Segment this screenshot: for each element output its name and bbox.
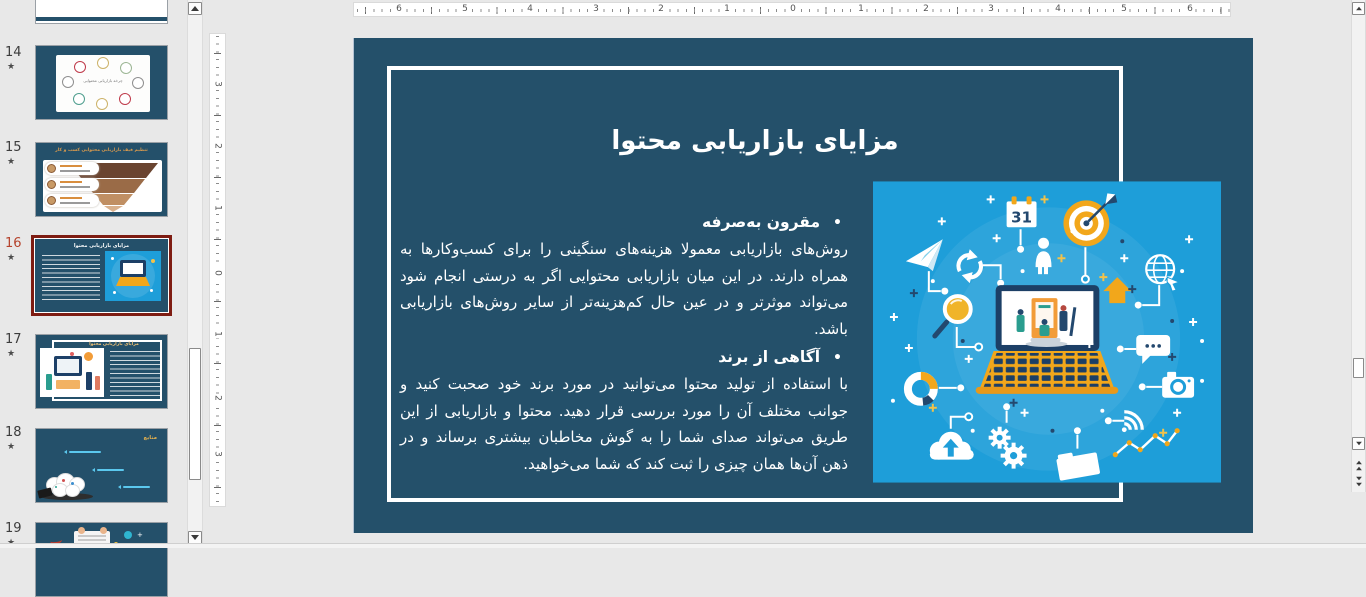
bullet-heading-1: •مقرون به‌صرفه [400,210,848,235]
funnel-panel [43,160,162,212]
slide-title[interactable]: مزایای بازاریابی محتوا [611,126,899,156]
slide-number-17: 17 [5,332,22,347]
cycle-diagram-panel [56,55,150,112]
main-scroll-up-button[interactable] [1352,2,1365,15]
bullet-paragraph-1: روش‌های بازاریابی معمولا هزینه‌های سنگینی را برای کسب‌وکارها به همراه دارند. در این میان بازاریابی محتوایی اگر به درستی انجام شود می‌تواند موثرتر و در عین حال کم‌هزینه‌تر از سایر روش‌های بازاریابی باشد. [400,240,848,338]
horizontal-ruler: 6 5 4 3 2 1 0 1 2 3 4 5 6 [353,2,1231,17]
thumb16-body-lines [42,255,100,301]
laptop-icon [976,285,1119,394]
thumb17-illustration [40,348,104,397]
slide-editing-area[interactable] [353,38,1253,533]
sidebar-scrollbar-thumb[interactable] [189,348,201,480]
bullet-marker: • [833,215,842,231]
thumb18-link-2 [92,468,124,472]
status-bar-strip [0,543,1366,548]
slide-number-16-selected: 16 [5,236,22,251]
slide-thumbnail-17[interactable] [35,334,168,409]
thumb19-dot [124,531,132,539]
animation-star-icon: ★ [7,157,16,167]
mini-footer-bar [36,17,167,21]
slide-thumbnail-partial[interactable] [35,0,168,24]
animation-star-icon: ★ [7,253,16,263]
thumb17-body-lines [110,351,162,397]
bullet-heading-2: •آگاهی از برند [400,345,848,370]
thumb18-title: منابع [143,435,157,441]
slide-number-15: 15 [5,140,22,155]
thumb16-title: مزایای بازاریابی محتوا [73,243,130,249]
previous-slide-button[interactable] [1352,458,1365,472]
cycle-diagram-center-text: چرخه بازاریابی محتوایی [83,78,123,83]
thumb18-link-3 [118,485,150,489]
thumb19-sparkle: + [137,531,143,539]
slide-thumbnail-18[interactable] [35,428,168,503]
thumb19-hand [78,527,85,534]
sidebar-scroll-up-button[interactable] [188,2,202,15]
slide-number-14: 14 [5,45,22,60]
thumb19-hand [100,527,107,534]
slide-number-19: 19 [5,521,22,536]
main-scrollbar-thumb[interactable] [1353,358,1364,378]
vertical-ruler: 3 2 1 0 1 2 3 [209,33,226,507]
bullet-paragraph-2: با استفاده از تولید محتوا می‌توانید در مورد برند خود صحبت کنید و جوانب مختلف آن را مورد بررسی قرار دهید. محتوا و بازاریابی از این طریق می‌تواند صدای شما را به گوش مخاطبان بیشتری برساند و در ذهن آن‌ها همان چیزی را ثبت کند که شما می‌خواهید. [400,375,848,473]
thumb18-link-1 [64,450,101,454]
main-scroll-down-button[interactable] [1352,437,1365,450]
animation-star-icon: ★ [7,62,16,72]
thumb15-title: تنظیم قیف بازاریابی محتوایی کسب و کار [55,148,148,153]
marketing-illustration[interactable] [873,181,1221,483]
calendar-day: 31 [1011,208,1032,227]
bullet-marker: • [833,350,842,366]
animation-star-icon: ★ [7,349,16,359]
animation-star-icon: ★ [7,442,16,452]
slide-body-textbox[interactable] [400,210,848,480]
slide-thumbnail-15[interactable] [35,142,168,217]
slide-thumbnail-19[interactable] [35,522,168,597]
next-slide-button[interactable] [1352,474,1365,488]
slide-thumbnail-16[interactable] [35,239,168,312]
slide-number-18: 18 [5,425,22,440]
thumb16-illustration [105,251,161,301]
main-scrollbar-track[interactable] [1351,0,1366,492]
selected-slide-outline [31,235,172,316]
thumb17-title: مزایای بازاریابی محتوا [89,342,139,347]
slide-thumbnail-14[interactable] [35,45,168,120]
